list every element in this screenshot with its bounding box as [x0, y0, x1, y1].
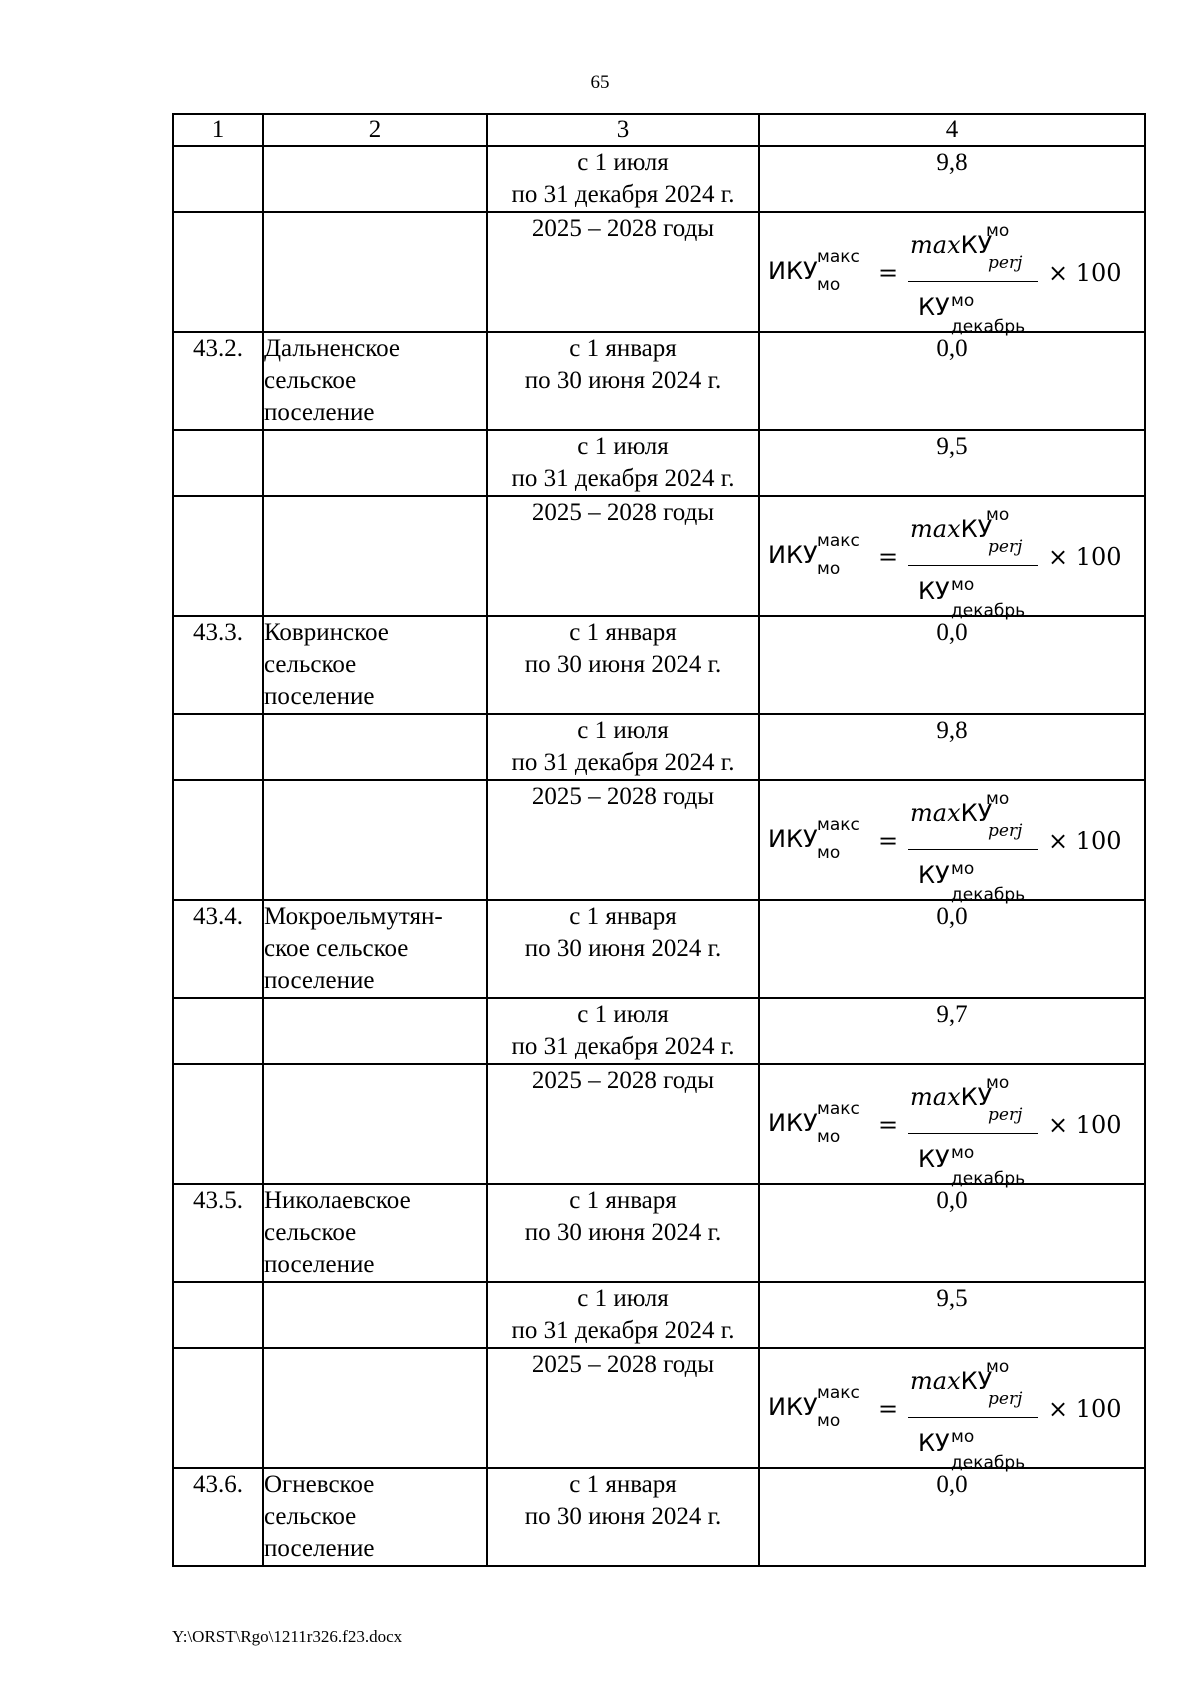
period-line: с 1 июля	[577, 1001, 669, 1028]
row-number	[173, 714, 263, 780]
period	[487, 1348, 759, 1468]
index-value: 0,0	[759, 900, 1145, 998]
period	[487, 780, 759, 900]
period-line: по 31 декабря 2024 г.	[511, 1317, 735, 1344]
settlement-name	[263, 900, 487, 998]
header-row	[173, 114, 1145, 146]
settlement-name	[263, 332, 487, 430]
formula-num-sup: мо	[986, 1357, 1010, 1377]
index-formula	[760, 213, 1144, 337]
settlement-name-line: поселение	[264, 967, 375, 994]
index-value: 0,0	[759, 332, 1145, 430]
index-value	[759, 1348, 1145, 1473]
row-number: 43.6.	[173, 1468, 263, 1566]
formula-lhs: ИКУ	[768, 1109, 818, 1137]
tariff-table	[172, 113, 1146, 1567]
index-value: 9,5	[759, 1282, 1145, 1348]
index-value	[759, 1064, 1145, 1189]
period	[487, 714, 759, 780]
formula-lhs: ИКУ	[768, 1393, 818, 1421]
formula-equals: =	[878, 543, 899, 571]
period-line: по 31 декабря 2024 г.	[511, 749, 735, 776]
formula-lhs-sub: мо	[817, 1411, 841, 1431]
settlement-name-line: Мокроельмутян-	[264, 903, 443, 930]
period	[487, 1064, 759, 1184]
formula-numerator: maxКУ	[910, 515, 993, 543]
period	[487, 1184, 759, 1282]
row-number	[173, 998, 263, 1064]
formula-multiplier: × 100	[1048, 543, 1122, 571]
period-line: 2025 – 2028 годы	[531, 1067, 715, 1094]
period-line: по 31 декабря 2024 г.	[511, 1033, 735, 1060]
settlement-name	[263, 1348, 487, 1468]
period-line: по 30 июня 2024 г.	[524, 651, 722, 678]
settlement-name-line: Ковринское	[264, 619, 389, 646]
index-value: 0,0	[759, 1184, 1145, 1282]
formula-denominator: КУ	[918, 293, 950, 321]
settlement-name	[263, 1282, 487, 1348]
period-line: с 1 января	[569, 903, 677, 930]
settlement-name	[263, 780, 487, 900]
formula-multiplier: × 100	[1048, 1111, 1122, 1139]
formula-multiplier: × 100	[1048, 1395, 1122, 1423]
row-number	[173, 496, 263, 616]
formula-equals: =	[878, 1395, 899, 1423]
settlement-name	[263, 146, 487, 212]
index-value: 9,8	[759, 714, 1145, 780]
index-value	[759, 496, 1145, 621]
settlement-name	[263, 998, 487, 1064]
settlement-name	[263, 496, 487, 616]
period	[487, 332, 759, 430]
index-formula	[760, 497, 1144, 621]
formula-lhs-sup: макс	[817, 1099, 860, 1119]
formula-denominator: КУ	[918, 1429, 950, 1457]
formula-denominator: КУ	[918, 577, 950, 605]
settlement-name-line: ское сельское	[264, 935, 409, 962]
settlement-name	[263, 1468, 487, 1566]
table-row	[173, 1064, 1145, 1184]
formula-den-sub: декабрь	[951, 601, 1026, 621]
table-row	[173, 1282, 1145, 1348]
header-col-4: 4	[759, 114, 1145, 146]
period-line: с 1 января	[569, 619, 677, 646]
table-row	[173, 780, 1145, 900]
index-value: 9,8	[759, 146, 1145, 212]
formula-num-sub: perj	[988, 821, 1023, 841]
table-body	[173, 146, 1145, 1566]
period	[487, 146, 759, 212]
page-number: 65	[590, 72, 610, 93]
formula-den-sup: мо	[951, 1427, 975, 1447]
formula-numerator: maxКУ	[910, 231, 993, 259]
formula-lhs-sup: макс	[817, 531, 860, 551]
row-number	[173, 430, 263, 496]
row-number: 43.4.	[173, 900, 263, 998]
table-row	[173, 146, 1145, 212]
index-value: 0,0	[759, 1468, 1145, 1566]
table-row	[173, 900, 1145, 998]
formula-multiplier: × 100	[1048, 259, 1122, 287]
period	[487, 430, 759, 496]
table-row	[173, 496, 1145, 616]
period-line: по 30 июня 2024 г.	[524, 1503, 722, 1530]
formula-lhs: ИКУ	[768, 257, 818, 285]
period-line: с 1 июля	[577, 717, 669, 744]
row-number	[173, 1282, 263, 1348]
period-line: по 31 декабря 2024 г.	[511, 465, 735, 492]
formula-num-sup: мо	[986, 505, 1010, 525]
period-line: по 31 декабря 2024 г.	[511, 181, 735, 208]
header-col-2: 2	[263, 114, 487, 146]
period-line: с 1 января	[569, 1471, 677, 1498]
settlement-name	[263, 430, 487, 496]
settlement-name	[263, 212, 487, 332]
settlement-name	[263, 1064, 487, 1184]
formula-numerator: maxКУ	[910, 799, 993, 827]
index-formula	[760, 781, 1144, 905]
formula-den-sup: мо	[951, 575, 975, 595]
period	[487, 496, 759, 616]
table-row	[173, 1468, 1145, 1566]
row-number	[173, 1348, 263, 1468]
header-col-3: 3	[487, 114, 759, 146]
formula-num-sup: мо	[986, 221, 1010, 241]
formula-equals: =	[878, 827, 899, 855]
formula-denominator: КУ	[918, 1145, 950, 1173]
file-path: Y:\ORST\Rgo\1211r326.f23.docx	[172, 1627, 403, 1646]
settlement-name-line: сельское	[264, 1219, 357, 1246]
settlement-name-line: Огневское	[264, 1471, 375, 1498]
formula-fraction-line	[908, 849, 1038, 850]
period-line: с 1 июля	[577, 433, 669, 460]
formula-equals: =	[878, 1111, 899, 1139]
formula-denominator: КУ	[918, 861, 950, 889]
period-line: 2025 – 2028 годы	[531, 783, 715, 810]
header-col-1: 1	[173, 114, 263, 146]
formula-multiplier: × 100	[1048, 827, 1122, 855]
settlement-name-line: поселение	[264, 1251, 375, 1278]
period-line: 2025 – 2028 годы	[531, 215, 715, 242]
period-line: с 1 июля	[577, 149, 669, 176]
formula-equals: =	[878, 259, 899, 287]
formula-den-sup: мо	[951, 291, 975, 311]
formula-den-sup: мо	[951, 1143, 975, 1163]
table-row	[173, 332, 1145, 430]
formula-numerator: maxКУ	[910, 1083, 993, 1111]
period-line: по 30 июня 2024 г.	[524, 1219, 722, 1246]
table-row	[173, 212, 1145, 332]
formula-den-sup: мо	[951, 859, 975, 879]
period-line: по 30 июня 2024 г.	[524, 367, 722, 394]
period	[487, 616, 759, 714]
settlement-name	[263, 616, 487, 714]
formula-numerator: maxКУ	[910, 1367, 993, 1395]
formula-num-sup: мо	[986, 789, 1010, 809]
settlement-name-line: Дальненское	[264, 335, 400, 362]
formula-lhs-sup: макс	[817, 1383, 860, 1403]
period-line: с 1 июля	[577, 1285, 669, 1312]
row-number	[173, 212, 263, 332]
formula-num-sup: мо	[986, 1073, 1010, 1093]
settlement-name	[263, 714, 487, 780]
row-number: 43.5.	[173, 1184, 263, 1282]
formula-num-sub: perj	[988, 537, 1023, 557]
row-number	[173, 780, 263, 900]
table-row	[173, 714, 1145, 780]
row-number: 43.2.	[173, 332, 263, 430]
settlement-name-line: сельское	[264, 651, 357, 678]
index-formula	[760, 1065, 1144, 1189]
formula-lhs-sup: макс	[817, 815, 860, 835]
formula-num-sub: perj	[988, 1105, 1023, 1125]
formula-num-sub: perj	[988, 253, 1023, 273]
formula-den-sub: декабрь	[951, 885, 1026, 905]
settlement-name-line: сельское	[264, 367, 357, 394]
row-number	[173, 1064, 263, 1184]
formula-lhs-sub: мо	[817, 843, 841, 863]
settlement-name-line: сельское	[264, 1503, 357, 1530]
period	[487, 1468, 759, 1566]
formula-lhs: ИКУ	[768, 825, 818, 853]
formula-fraction-line	[908, 281, 1038, 282]
table-row	[173, 998, 1145, 1064]
period-line: с 1 января	[569, 1187, 677, 1214]
settlement-name-line: поселение	[264, 399, 375, 426]
formula-den-sub: декабрь	[951, 1169, 1026, 1189]
period-line: 2025 – 2028 годы	[531, 499, 715, 526]
settlement-name-line: Николаевское	[264, 1187, 411, 1214]
formula-den-sub: декабрь	[951, 317, 1026, 337]
settlement-name-line: поселение	[264, 683, 375, 710]
settlement-name-line: поселение	[264, 1535, 375, 1562]
index-value	[759, 780, 1145, 905]
period-line: по 30 июня 2024 г.	[524, 935, 722, 962]
formula-den-sub: декабрь	[951, 1453, 1026, 1473]
table-row	[173, 1348, 1145, 1468]
settlement-name	[263, 1184, 487, 1282]
index-value: 9,5	[759, 430, 1145, 496]
period	[487, 212, 759, 332]
index-value: 0,0	[759, 616, 1145, 714]
formula-lhs-sub: мо	[817, 559, 841, 579]
index-value: 9,7	[759, 998, 1145, 1064]
formula-fraction-line	[908, 565, 1038, 566]
row-number	[173, 146, 263, 212]
period-line: с 1 января	[569, 335, 677, 362]
period-line: 2025 – 2028 годы	[531, 1351, 715, 1378]
formula-lhs: ИКУ	[768, 541, 818, 569]
formula-lhs-sub: мо	[817, 1127, 841, 1147]
formula-lhs-sup: макс	[817, 247, 860, 267]
formula-lhs-sub: мо	[817, 275, 841, 295]
index-value	[759, 212, 1145, 337]
formula-fraction-line	[908, 1417, 1038, 1418]
table-row	[173, 616, 1145, 714]
table-row	[173, 1184, 1145, 1282]
formula-fraction-line	[908, 1133, 1038, 1134]
formula-num-sub: perj	[988, 1389, 1023, 1409]
period	[487, 998, 759, 1064]
period	[487, 1282, 759, 1348]
period	[487, 900, 759, 998]
index-formula	[760, 1349, 1144, 1473]
table-row	[173, 430, 1145, 496]
row-number: 43.3.	[173, 616, 263, 714]
